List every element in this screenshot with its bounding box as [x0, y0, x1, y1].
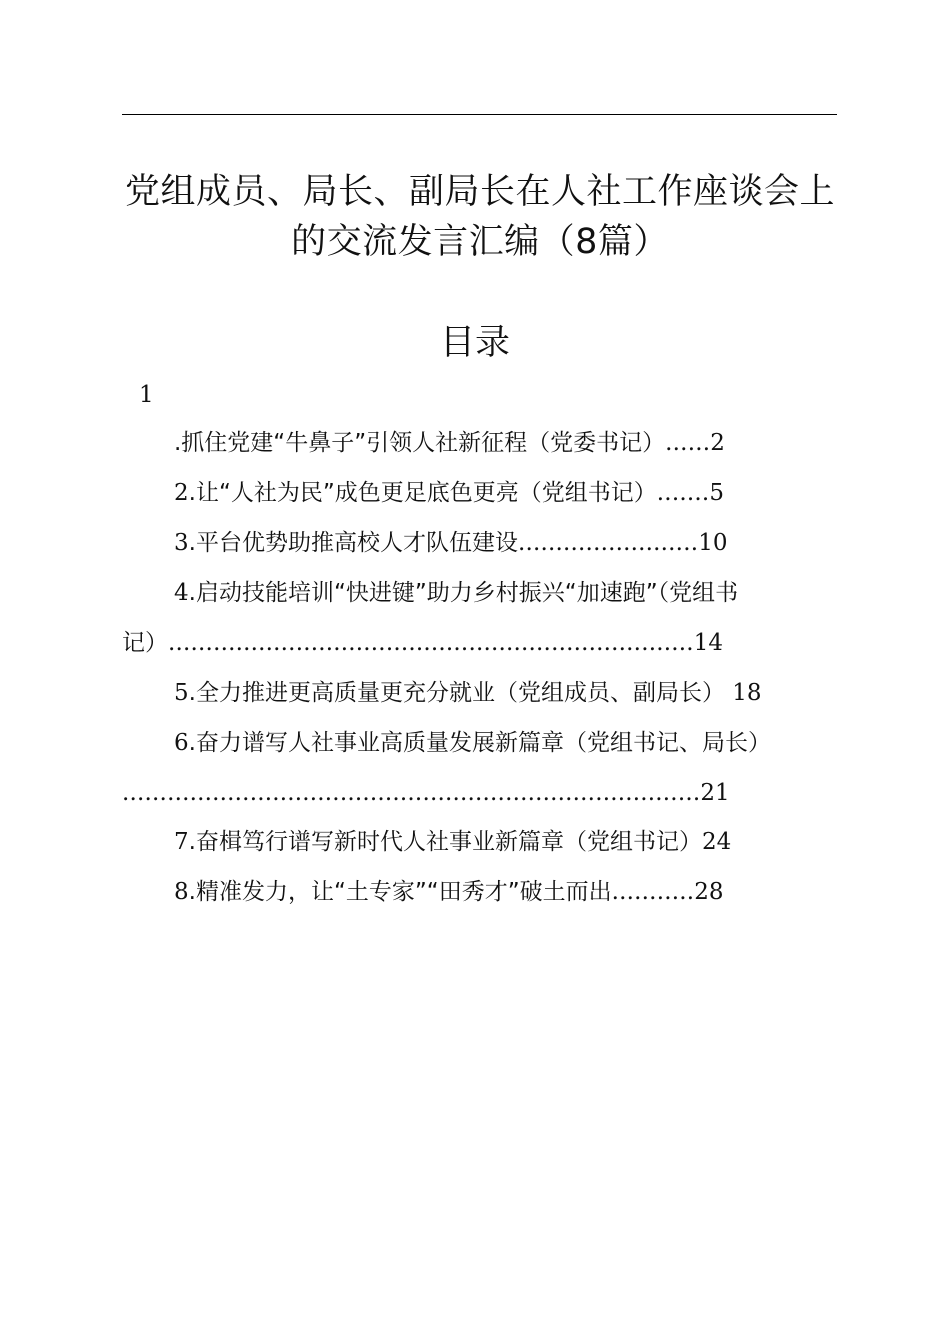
toc-entry-text: .让“人社为民”成色更足底色更亮（党组书记）: [188, 480, 657, 506]
toc-entry-4-continued[interactable]: [122, 628, 723, 658]
toc-entry-number: 4: [174, 580, 189, 606]
toc-entry-6-continued[interactable]: [122, 778, 730, 808]
toc-heading: 目录: [439, 323, 510, 363]
toc-entry-page: 5: [709, 480, 725, 506]
toc-entry-5[interactable]: [174, 678, 762, 708]
toc-entry-page: 14: [693, 630, 724, 656]
toc-entry-7[interactable]: [174, 827, 731, 857]
header-rule: [122, 114, 837, 115]
toc-entry-text: .奋力谱写人社事业高质量发展新篇章（党组书记、局长）: [188, 730, 771, 756]
toc-entry-4[interactable]: [174, 578, 738, 608]
toc-entry-leader: .......: [656, 480, 710, 506]
toc-entry-number: 7: [174, 829, 189, 855]
toc-entry-leader: ........................: [517, 530, 699, 556]
toc-entry-text: .全力推进更高质量更充分就业（党组成员、副局长）: [188, 680, 725, 706]
toc-entry-number: 8: [174, 879, 189, 905]
toc-entry-page: 10: [698, 530, 728, 556]
toc-entry-page: 18: [732, 680, 762, 706]
toc-entry-text: 记）: [122, 630, 168, 656]
title-line-2: 的交流发言汇编（8篇）: [291, 222, 669, 262]
toc-entry-number: 6: [174, 730, 189, 756]
toc-entry-page: 21: [700, 780, 730, 806]
toc-entry-number: 2: [174, 480, 189, 506]
toc-entry-1[interactable]: [174, 428, 725, 458]
toc-entry-2[interactable]: [174, 478, 724, 508]
toc-entry-number: 3: [174, 530, 189, 556]
toc-entry-text: .奋楫笃行谱写新时代人社事业新篇章（党组书记）: [188, 829, 702, 855]
toc-entry-leader: ...........: [611, 879, 695, 905]
document-title: [100, 167, 860, 267]
toc-entry-number: 5: [174, 680, 189, 706]
toc-entry-leader: .............................................................................: [122, 780, 701, 806]
toc-entry-8[interactable]: [174, 877, 724, 907]
toc-entry-page: 2: [710, 430, 725, 456]
toc-entry-page: 28: [694, 879, 724, 905]
toc-entry-leader: ......: [665, 430, 711, 456]
toc-entry-text: .抓住党建“牛鼻子”引领人社新征程（党委书记）: [174, 430, 666, 456]
title-line-1: 党组成员、局长、副局长在人社工作座谈会上: [124, 172, 835, 212]
toc-entry-text: .平台优势助推高校人才队伍建设: [188, 530, 518, 556]
toc-stray-number: 1: [139, 382, 154, 408]
toc-entry-3[interactable]: [174, 528, 728, 558]
toc-entry-6[interactable]: [174, 728, 771, 758]
toc-entry-page: 24: [701, 829, 732, 855]
toc-entry-text: .启动技能培训“快进键”助力乡村振兴“加速跑”（党组书: [188, 580, 739, 606]
toc-entry-leader: ......................................................................: [168, 630, 694, 656]
toc-entry-text: .精准发力，让“土专家”“田秀才”破土而出: [188, 879, 612, 905]
